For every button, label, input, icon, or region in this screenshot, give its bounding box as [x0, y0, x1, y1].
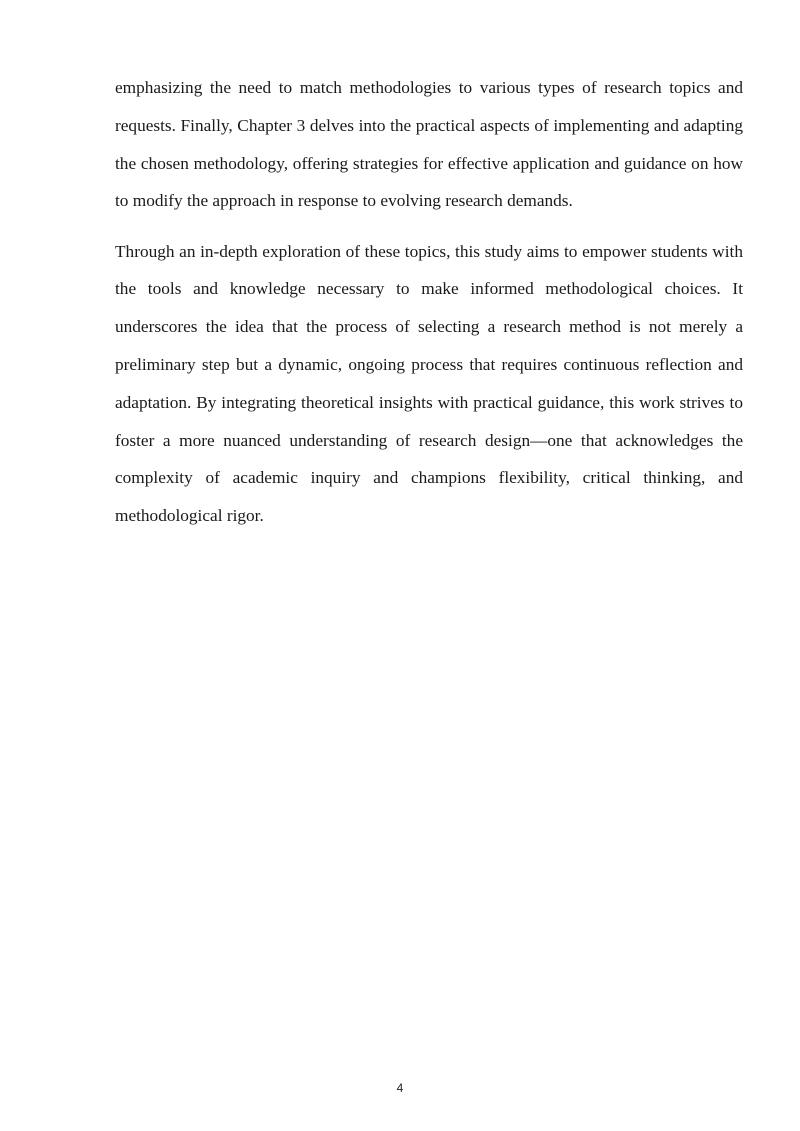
page-number: 4 [396, 1081, 404, 1095]
body-text [115, 69, 743, 535]
paragraph-study-aims: Through an in-depth exploration of these topics, this study aims to empower students with the tools and knowledge necessary to make informed methodological choices. It underscores the idea that the process of selecting a research method is not merely a preliminary step but a dynamic, ongoing process that requires continuous reflection and adaptation. By integrating theoretical insights with practical guidance, this work strives to foster a more nuanced understanding of research design—one that acknowledges the complexity of academic inquiry and champions flexibility, critical thinking, and methodological rigor. [115, 241, 743, 526]
paragraph-chapter-overview: emphasizing the need to match methodologies to various types of research topics and requests. Finally, Chapter 3 delves into the practical aspects of implementing and adapting the chosen methodology, offering strategies for effective application and guidance on how to modify the approach in response to evolving research demands. [115, 78, 743, 211]
